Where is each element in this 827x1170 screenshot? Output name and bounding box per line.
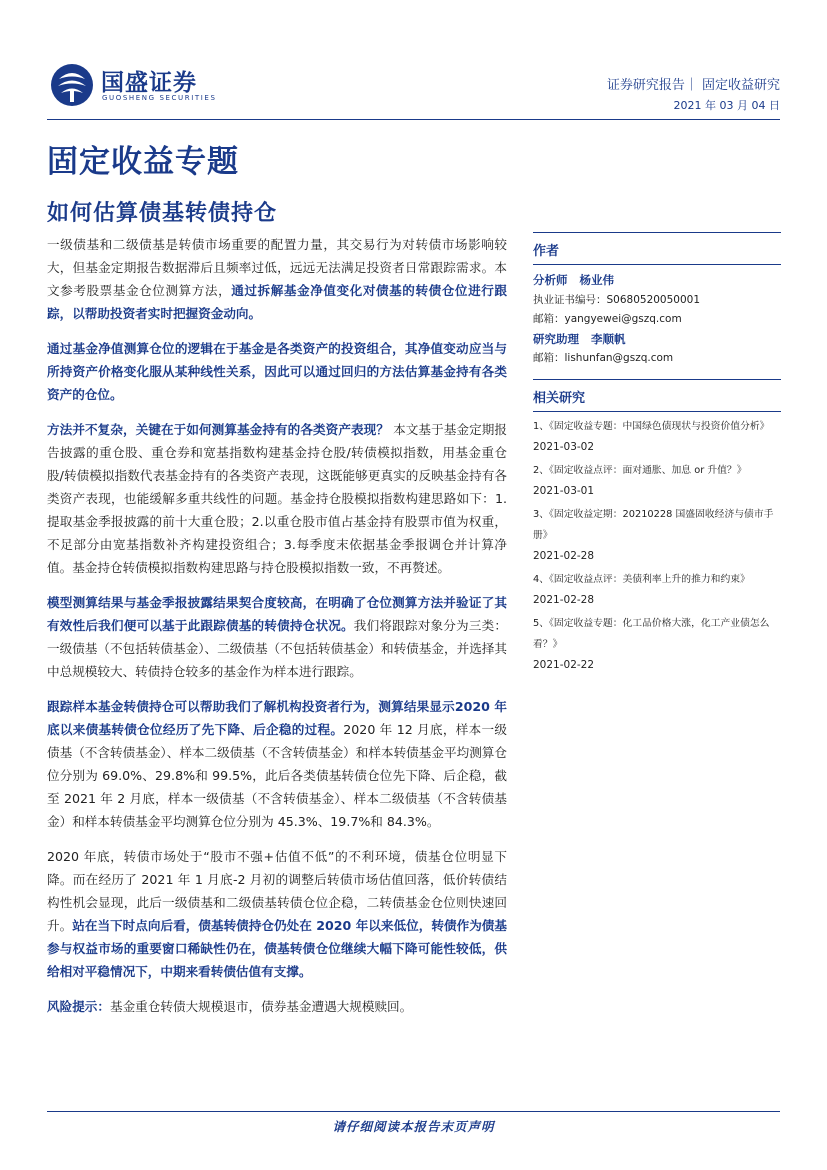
related-item-date: 2021-02-22 <box>533 658 595 671</box>
assistant-row <box>533 330 781 350</box>
p4-bold: 模型测算结果与基金季报披露结果契合度较高，在明确了仓位测算方法并验证了其有效性后我们便可以基于此跟踪债基的转债持仓状况。 <box>47 595 507 633</box>
p1-bold: 通过拆解基金净值变化对债基的转债仓位进行跟踪，以帮助投资者实时把握资金动向。 <box>47 283 508 321</box>
related-item-date: 2021-02-28 <box>533 593 595 606</box>
assistant-role: 研究助理 <box>533 331 579 346</box>
related-item-title: 2、《固定收益点评：面对通胀、加息 or 升值？》 <box>533 464 747 476</box>
author-info <box>533 271 781 369</box>
p5-bold: 跟踪样本基金转债持仓可以帮助我们了解机构投资者行为，测算结果显示2020 年底以来债基转债仓位经历了先下降、后企稳的过程。 <box>47 699 507 737</box>
paragraph-6 <box>47 845 507 983</box>
logo-text-en: GUOSHENG SECURITIES <box>102 94 217 102</box>
paragraph-2: 通过基金净值测算仓位的逻辑在于基金是各类资产的投资组合，其净值变动应当与所持资产价格变化服从某种线性关系，因此可以通过回归的方法估算基金持有各类资产的仓位。 <box>47 341 507 402</box>
main-body <box>47 233 507 1030</box>
analyst-name: 杨业伟 <box>579 273 615 287</box>
paragraph-3 <box>47 418 507 579</box>
analyst-row <box>533 271 781 291</box>
p4-normal: 我们将跟踪对象分为三类：一级债基（不包括转债基金）、二级债基（不包括转债基金）和转债基金，并选择其中总规模较大、转债持仓较多的基金作为样本进行跟踪。 <box>47 618 508 679</box>
assistant-name: 李顺帆 <box>591 331 626 346</box>
footer-divider <box>47 1111 780 1112</box>
related-item-title: 5、《固定收益专题：化工品价格大涨，化工产业债怎么看？》 <box>533 617 770 650</box>
p6-normal: 2020 年底，转债市场处于“股市不强+估值不低”的不利环境，债基仓位明显下降。而在经历了 2021 年 1 月底-2 月初的调整后转债市场估值回落，低价转债结构性机会显现，此后一级债基和二级债基转债仓位企稳，二转债基金仓位则快速回升。 <box>47 849 507 933</box>
p6-bold: 站在当下时点向后看，债基转债持仓仍处在 2020 年以来低位，转债作为债基参与权益市场的重要窗口稀缺性仍在，债基转债仓位继续大幅下降可能性较低，供给相对平稳情况下，中期来看转债估值有支撑。 <box>47 918 508 979</box>
sidebar <box>533 232 781 676</box>
related-item-date: 2021-03-01 <box>533 484 595 497</box>
company-logo <box>49 62 229 108</box>
related-item-title: 4、《固定收益点评：美债利率上升的推力和约束》 <box>533 573 750 585</box>
p3-bold: 方法并不复杂，关键在于如何测算基金持有的各类资产表现？ <box>47 422 389 437</box>
risk-text: 基金重仓转债大规模退市，债券基金遭遇大规模赎回。 <box>109 999 413 1014</box>
page-subtitle: 如何估算债基转债持仓 <box>47 201 278 226</box>
logo-text-cn: 国盛证券 <box>101 70 197 96</box>
related-item-title: 3、《固定收益定期：20210228 国盛固收经济与债市手册》 <box>533 508 774 541</box>
related-list <box>533 416 781 676</box>
analyst-email: 邮箱：yangyewei@gszq.com <box>533 313 682 325</box>
footer-disclaimer: 请仔细阅读本报告末页声明 <box>332 1119 495 1134</box>
analyst-license: 执业证书编号：S0680520050001 <box>533 293 701 306</box>
p1-normal: 一级债基和二级债基是转债市场重要的配置力量，其交易行为对转债市场影响较大，但基金定期报告数据滞后且频率过低，远远无法满足投资者日常跟踪需求。本文参考股票基金仓位测算方法， <box>47 237 507 298</box>
paragraph-1 <box>47 233 507 325</box>
related-item-date: 2021-02-28 <box>533 549 595 562</box>
p5-normal: 2020 年 12 月底，样本一级债基（不含转债基金）、样本二级债基（不含转债基金）和样本转债基金平均测算仓位分别为 69.0%、29.8%和 99.5%，此后各类债基转债仓位先下降、后企稳，截至 2021 年 2 月底，样本一级债基（不含转债基金）、样本二级债基（不含转债基金）和样本转债基金平均测算仓位分别为 45.3%、19.7%和 84.3%。 <box>47 722 507 829</box>
p3-normal: 本文基于基金定期报告披露的重仓股、重仓券和宽基指数构建基金持仓股/转债模拟指数，用基金重仓股/转债模拟指数代表基金持有的各类资产表现，这既能够更真实的反映基金持有各类资产表现，也能缓解多重共线性的问题。基金持仓股模拟指数构建思路如下：1.提取基金季报披露的前十大重仓股；2.以重仓股市值占基金持有股票市值为权重，不足部分由宽基指数补齐构建投资组合；3.每季度末依据基金季报调仓并计算净值。基金持仓转债模拟指数构建思路与持仓股模拟指数一致，不再赘述。 <box>47 422 507 575</box>
related-item-title: 1、《固定收益专题：中国绿色债现状与投资价值分析》 <box>533 420 770 432</box>
page-title: 固定收益专题 <box>47 144 239 180</box>
report-date: 2021 年 03 月 04 日 <box>673 99 780 112</box>
assistant-email: 邮箱：lishunfan@gszq.com <box>533 352 674 364</box>
analyst-role: 分析师 <box>533 273 568 287</box>
header-divider <box>47 119 780 120</box>
paragraph-5 <box>47 695 507 833</box>
report-type: 证券研究报告｜ 固定收益研究 <box>606 78 780 93</box>
guosheng-logo-icon <box>49 62 95 108</box>
paragraph-4 <box>47 591 507 683</box>
related-item-date: 2021-03-02 <box>533 440 595 453</box>
author-heading: 作者 <box>533 232 781 265</box>
risk-paragraph <box>47 995 507 1018</box>
risk-label: 风险提示： <box>47 999 110 1014</box>
related-heading: 相关研究 <box>533 379 781 412</box>
